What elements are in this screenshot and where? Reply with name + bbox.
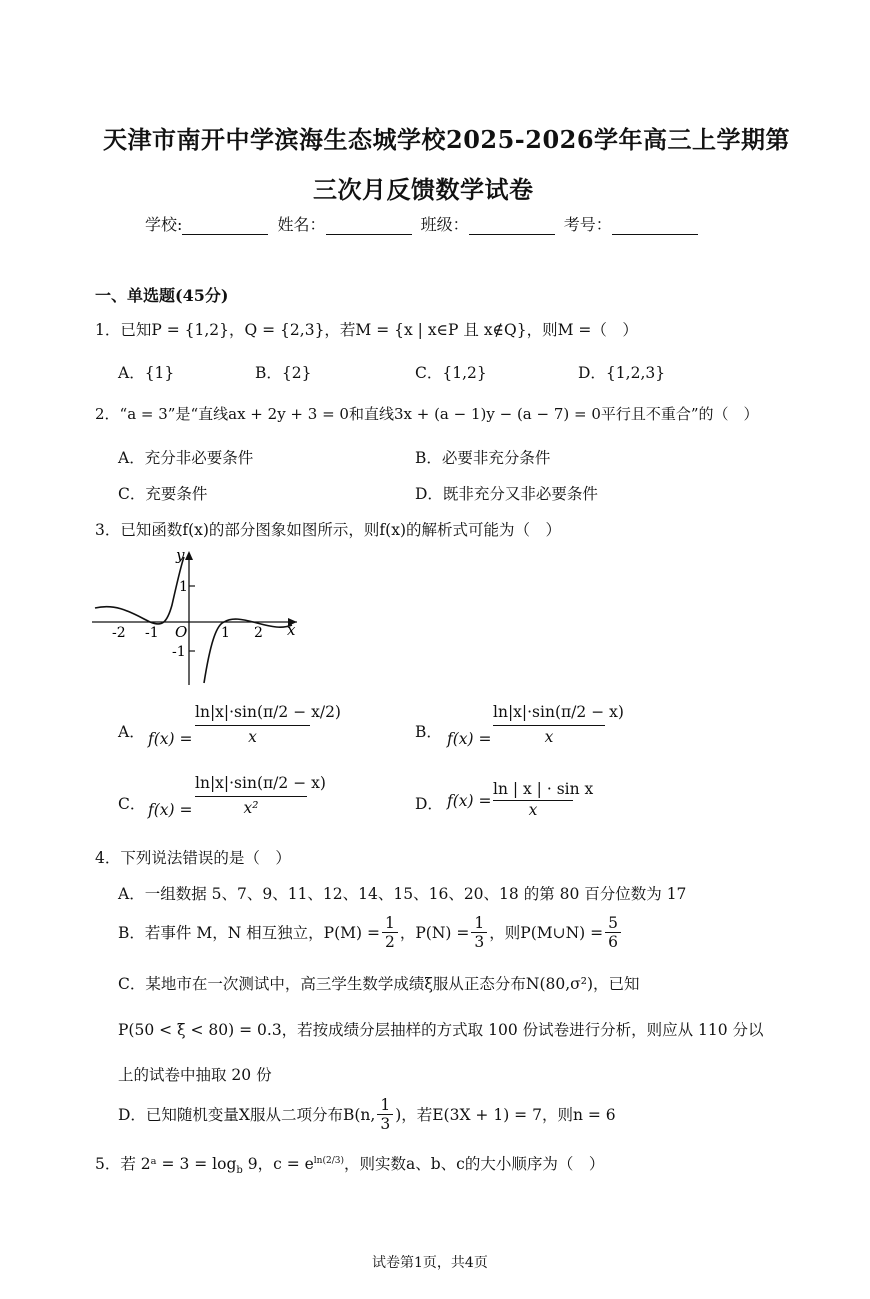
q3-option-d-num: ln | x | · sin x (493, 780, 573, 801)
q4-d-post: )，若E(3X + 1) = 7，则n = 6 (395, 1106, 616, 1124)
title-line-2: 三次月反馈数学试卷 (313, 175, 534, 204)
info-line (145, 212, 702, 235)
question-4-stem: 4．下列说法错误的是（ ） (95, 849, 291, 867)
graph-y-label: y (176, 546, 185, 564)
graph-y-tick-neg1: -1 (172, 644, 186, 660)
page-footer: 试卷第1页，共4页 (372, 1255, 488, 1271)
y-axis-arrow (185, 551, 193, 560)
q4-d-pre: D．已知随机变量X服从二项分布B(n, (118, 1106, 376, 1124)
question-5-stem (95, 1152, 604, 1176)
q4-b-frac2-num: 1 (471, 914, 487, 933)
q2-option-b: B．必要非充分条件 (415, 449, 551, 467)
q4-b-frac3-num: 5 (605, 914, 621, 933)
question-3-stem: 3．已知函数f(x)的部分图象如图所示，则f(x)的解析式可能为（ ） (95, 521, 562, 539)
q3-option-c-lhs: f(x) = (148, 801, 193, 819)
q3-option-c-letter: C． (118, 795, 146, 813)
q4-d-frac-num: 1 (377, 1096, 393, 1115)
function-graph (92, 545, 307, 690)
q3-option-a-lhs: f(x) = (148, 730, 193, 748)
q2-option-a: A．充分非必要条件 (118, 449, 254, 467)
q4-option-c-line2: P(50 < ξ < 80) = 0.3，若按成绩分层抽样的方式取 100 份试卷进行分析，则应从 110 分以 (118, 1021, 764, 1039)
q5-sup: ln(2/3) (313, 1155, 344, 1166)
q4-b-mid2: ，则P(M∪N) = (489, 924, 604, 942)
q3-option-a-letter: A． (118, 723, 145, 741)
q3-option-d-lhs: f(x) = (447, 792, 492, 810)
q4-b-pre: B．若事件 M，N 相互独立，P(M) = (118, 924, 380, 942)
q4-b-frac1-den: 2 (385, 932, 395, 951)
q2-option-c: C．充要条件 (118, 485, 208, 503)
q4-b-frac3-den: 6 (608, 932, 618, 951)
q4-option-c-line1: C．某地市在一次测试中，高三学生数学成绩ξ服从正态分布N(80,σ²)，已知 (118, 975, 640, 993)
q4-option-d (118, 1092, 616, 1136)
q3-option-b-lhs: f(x) = (447, 730, 492, 748)
question-1-stem: 1．已知P = {1,2}，Q = {2,3}，若M = {x | x∈P 且 x∉Q}，则M =（ ） (95, 321, 638, 339)
q4-b-mid1: ，P(N) = (399, 924, 470, 942)
name-field[interactable] (326, 220, 412, 235)
q4-d-frac-den: 3 (380, 1114, 391, 1133)
school-label: 学校: (145, 215, 183, 234)
q1-option-c: C．{1,2} (415, 364, 487, 382)
q3-option-c-fraction (195, 774, 326, 817)
q3-option-c-den: x² (243, 799, 259, 817)
graph-x-tick-neg2: -2 (112, 625, 126, 641)
q3-option-d-den: x (528, 801, 538, 819)
q2-option-d: D．既非充分又非必要条件 (415, 485, 598, 503)
q3-option-d-letter: D． (415, 795, 443, 813)
q3-option-b-den: x (544, 728, 554, 746)
q3-option-c-num: ln|x|·sin(π/2 − x) (195, 774, 307, 797)
graph-origin-label: O (175, 623, 188, 641)
q1-option-b: B．{2} (255, 364, 312, 382)
section-heading: 一、单选题(45分) (95, 286, 229, 305)
q3-option-a-fraction (195, 703, 341, 746)
q3-option-d-fraction (493, 780, 594, 819)
q5-post: ，则实数a、b、c的大小顺序为（ ） (343, 1155, 605, 1173)
class-label: 班级： (420, 215, 469, 234)
title-line-1: 天津市南开中学滨海生态城学校2025-2026学年高三上学期第 (103, 125, 791, 154)
id-label: 考号： (563, 215, 612, 234)
q3-option-a-den: x (248, 728, 257, 746)
q1-option-d: D．{1,2,3} (578, 364, 666, 382)
curve-right (204, 619, 292, 683)
name-label: 姓名： (277, 215, 326, 234)
question-2-stem: 2．“a = 3”是“直线ax + 2y + 3 = 0和直线3x + (a − 1)y − (a − 7) = 0平行且不重合”的（ ） (95, 405, 759, 423)
curve-left (95, 557, 184, 624)
q4-option-c-line3: 上的试卷中抽取 20 份 (118, 1066, 272, 1084)
q5-sub: b (236, 1165, 243, 1177)
id-field[interactable] (612, 220, 698, 235)
graph-x-tick-1: 1 (221, 625, 230, 641)
q5-mid: 9，c = e (242, 1155, 314, 1173)
q4-b-frac2-den: 3 (474, 932, 485, 951)
graph-x-tick-neg1: -1 (145, 625, 159, 641)
school-field[interactable] (182, 220, 268, 235)
q3-option-a-num: ln|x|·sin(π/2 − x/2) (195, 703, 310, 726)
q1-option-a: A．{1} (118, 364, 175, 382)
graph-x-label: x (287, 621, 296, 639)
q5-pre: 5．若 2ᵃ = 3 = log (95, 1155, 237, 1173)
q3-option-b-letter: B． (415, 723, 442, 741)
q3-option-b-fraction (493, 703, 624, 746)
graph-y-tick-1: 1 (179, 579, 188, 595)
graph-x-tick-2: 2 (254, 625, 263, 641)
q4-option-a: A．一组数据 5、7、9、11、12、14、15、16、20、18 的第 80 百分位数为 17 (118, 885, 687, 903)
q3-option-b-num: ln|x|·sin(π/2 − x) (493, 703, 605, 726)
q4-option-b (118, 912, 623, 952)
class-field[interactable] (469, 220, 555, 235)
q4-b-frac1-num: 1 (382, 914, 398, 933)
